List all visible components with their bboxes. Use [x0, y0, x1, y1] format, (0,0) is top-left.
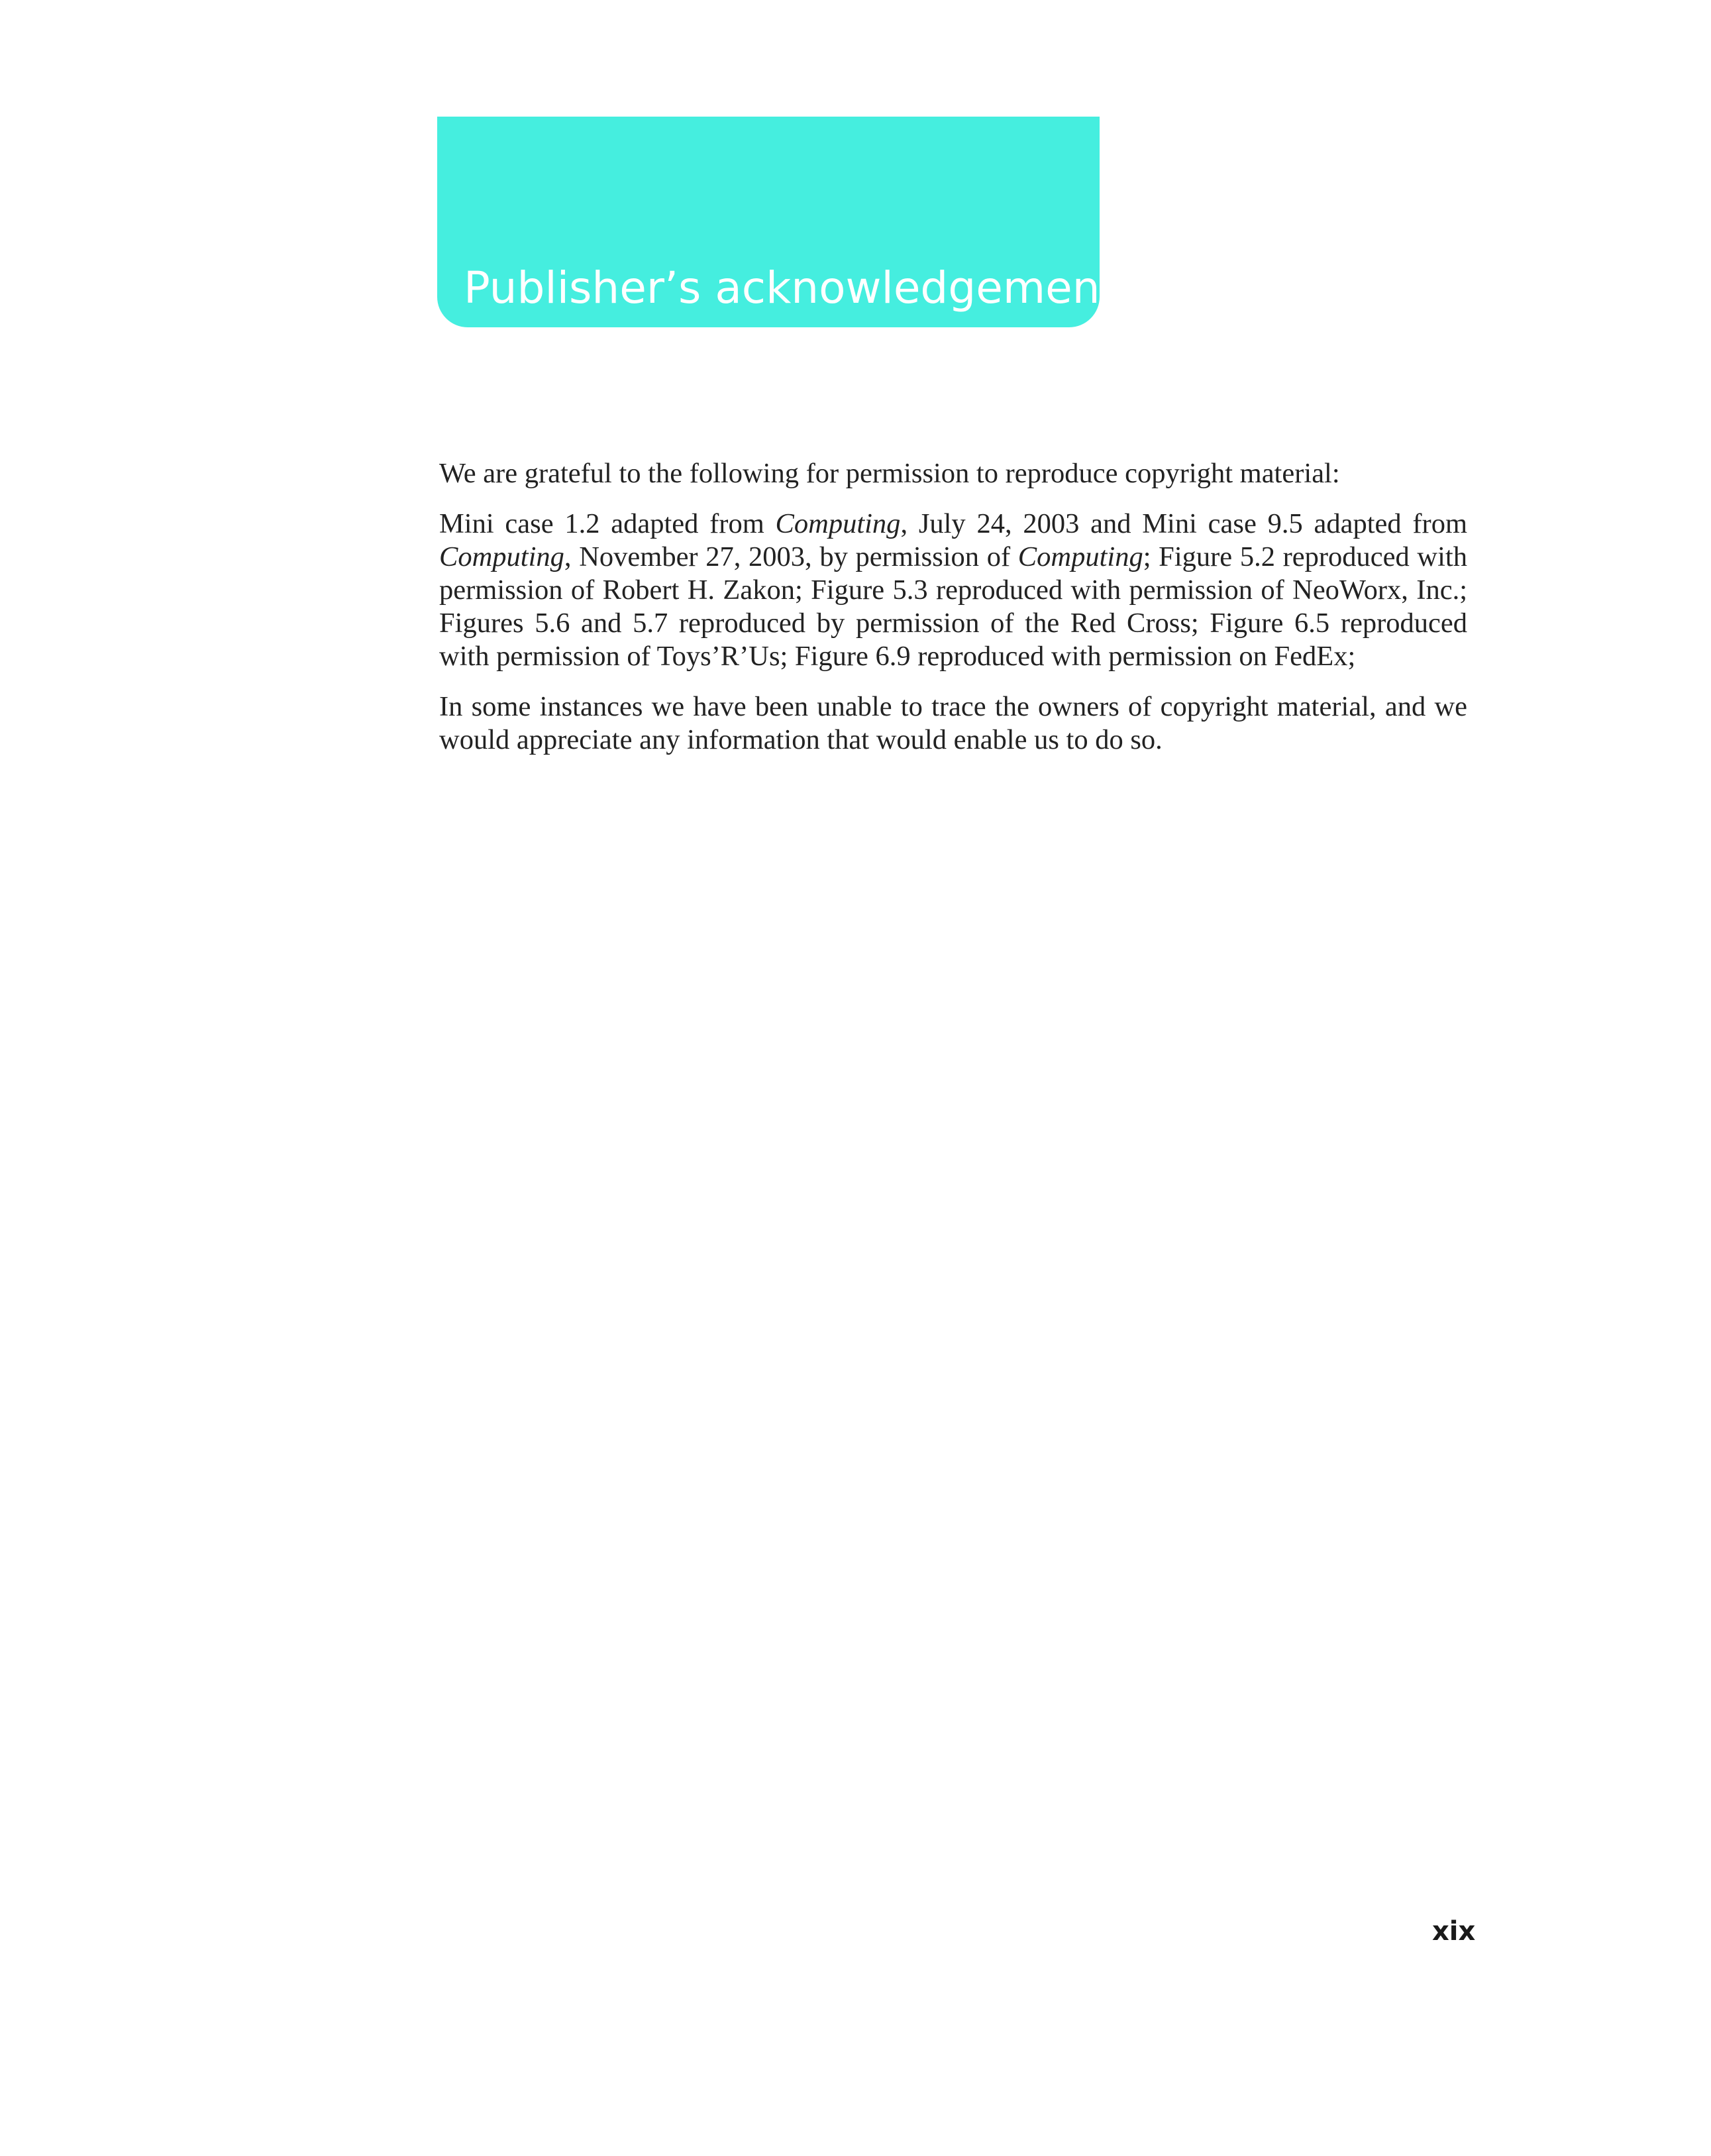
- closing-paragraph: In some instances we have been unable to trace the owners of copyright material, and we would appreciate any information that would enable us to do so.: [439, 691, 1467, 755]
- credits-text: , July 24, 2003 and Mini case 9.5 adapted from: [900, 508, 1468, 539]
- credits-text: Mini case 1.2 adapted from: [439, 508, 776, 539]
- credits-text: , November 27, 2003, by permission of: [564, 541, 1018, 572]
- page-title: Publisher’s acknowledgements: [464, 262, 1140, 313]
- credits-italic-title: Computing: [775, 508, 901, 539]
- credits-text: ; Figure 5.2 reproduced with permission of Robert H. Zakon; Figure 5.3 reproduced with permission of NeoWorx, Inc.; Figures 5.6 and 5.7 reproduced by permission of the Red Cross; Figure 6.5 reproduced with permission of Toys’R’Us; Figure 6.9 reproduced with permission on FedEx;: [439, 541, 1467, 672]
- acknowledgements-body: [439, 457, 1467, 774]
- page-number: xix: [1432, 1916, 1476, 1947]
- credits-italic-title: Computing: [439, 541, 564, 572]
- credits-paragraph: [439, 508, 1467, 673]
- chapter-header-tab: [437, 117, 1140, 327]
- credits-italic-title: Computing: [1017, 541, 1143, 572]
- intro-paragraph: We are grateful to the following for permission to reproduce copyright material:: [439, 458, 1340, 489]
